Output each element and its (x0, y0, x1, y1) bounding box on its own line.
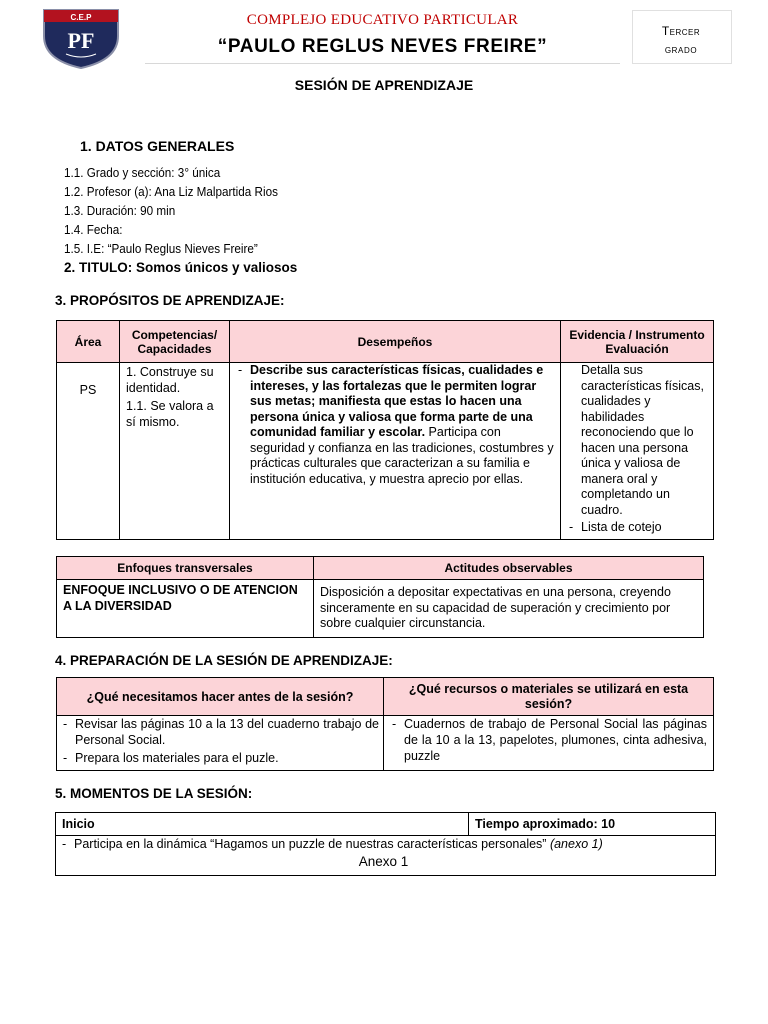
dato-ie: 1.5. I.E: “Paulo Reglus Nieves Freire” (64, 241, 258, 256)
logo-main-text: PF (67, 28, 95, 53)
header-evidencia: Evidencia / Instrumento Evaluación (561, 321, 714, 363)
antes-item-1: - Revisar las páginas 10 a la 13 del cuaderno trabajo de Personal Social. (57, 716, 379, 748)
recursos-item-1: - Cuadernos de trabajo de Personal Social las páginas de la 10 a la 13, papelotes, plumones, cinta adhesiva, puzzle (386, 716, 707, 764)
instrumento-text: - Lista de cotejo (563, 520, 709, 536)
header-enfoques: Enfoques transversales (57, 557, 314, 580)
area-cell: PS (57, 363, 120, 540)
tiempo-label: Tiempo aproximado: 10 (469, 813, 716, 836)
inicio-actividad-cell (56, 836, 716, 876)
dato-fecha: 1.4. Fecha: (64, 222, 123, 237)
dato-duracion: 1.3. Duración: 90 min (64, 203, 176, 218)
grade-line-1: Tercer (661, 24, 701, 38)
competencia-text: 1. Construye su identidad. (126, 365, 214, 395)
header-recursos: ¿Qué recursos o materiales se utilizará en esta sesión? (384, 678, 714, 716)
antes-item-2: - Prepara los materiales para el puzle. (57, 750, 379, 766)
evidencia-text: Detalla sus características físicas, cualidades y habilidades reconociendo que lo hacen una persona única y valiosa de manera oral y completando un cuadro. (581, 363, 704, 517)
propositos-table (56, 320, 714, 540)
dato-grado: 1.1. Grado y sección: 3° única (64, 165, 221, 180)
header-competencias: Competencias/ Capacidades (120, 321, 230, 363)
header-area: Área (57, 321, 120, 363)
desempeno-normal: Participa con seguridad y confianza en las tradiciones, costumbres y prácticas culturales que caracterizan a su familia e institución educativa, y muestra aprecio por ellas. (250, 425, 554, 486)
header-antes: ¿Qué necesitamos hacer antes de la sesión? (57, 678, 384, 716)
school-name: “PAULO REGLUS NEVES FREIRE” (217, 36, 548, 57)
dato-profesor: 1.2. Profesor (a): Ana Liz Malpartida Rios (64, 184, 278, 199)
antes-cell (57, 716, 384, 771)
actividad-text (56, 836, 711, 852)
preparacion-table (56, 677, 714, 771)
momentos-table (55, 812, 716, 876)
desempeno-bold: Describe sus características físicas, cualidades e intereses, y las fortalezas que le permiten lograr sus metas; manifiesta que estas lo hacen una persona única y valiosa que forma parte de una comunidad familiar y escolar. (250, 363, 544, 439)
desempenos-cell (230, 363, 561, 540)
actitud-cell: Disposición a depositar expectativas en una persona, creyendo sinceramente en su capacidad de superación y crecimiento por sobre cualquier circunstancia. (314, 580, 704, 638)
capacidad-text: 1.1. Se valora a sí mismo. (126, 399, 214, 429)
section-datos-generales: 1. DATOS GENERALES (80, 138, 235, 154)
competencias-cell (120, 363, 230, 540)
section-preparacion: 4. PREPARACIÓN DE LA SESIÓN DE APRENDIZAJE: (55, 653, 393, 668)
desempeno-item (232, 363, 554, 487)
actividad-main: Participa en la dinámica “Hagamos un puzzle de nuestras características personales” (74, 837, 550, 851)
anexo-label: Anexo 1 (358, 854, 409, 869)
session-title: 2. TITULO: Somos únicos y valiosos (64, 260, 298, 275)
logo-top-text: C.E.P (70, 13, 92, 22)
school-type: COMPLEJO EDUCATIVO PARTICULAR (246, 12, 519, 28)
grade-line-2: grado (664, 44, 698, 56)
header-actitudes: Actitudes observables (314, 557, 704, 580)
enfoques-table (56, 556, 704, 638)
header-desempenos: Desempeños (230, 321, 561, 363)
inicio-label: Inicio (56, 813, 469, 836)
recursos-cell (384, 716, 714, 771)
enfoque-cell: ENFOQUE INCLUSIVO O DE ATENCION A LA DIVERSIDAD (57, 580, 314, 638)
section-propositos: 3. PROPÓSITOS DE APRENDIZAJE: (55, 293, 285, 308)
actividad-anexo: (anexo 1) (549, 837, 603, 851)
evidencia-cell (561, 363, 714, 540)
document-title: SESIÓN DE APRENDIZAJE (294, 77, 474, 93)
school-logo (40, 6, 122, 70)
section-momentos: 5. MOMENTOS DE LA SESIÓN: (55, 786, 253, 801)
